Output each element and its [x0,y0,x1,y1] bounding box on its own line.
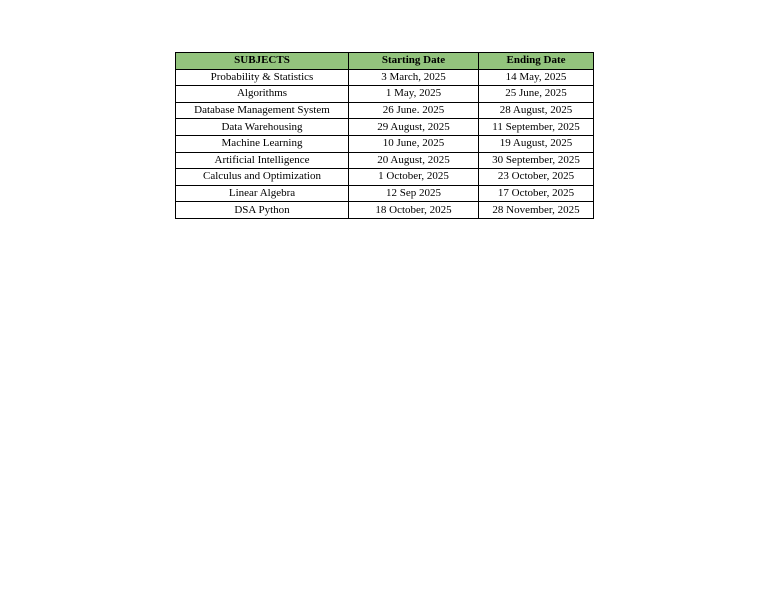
subjects-schedule-table [175,52,594,219]
table-row [176,152,594,169]
header-ending-date: Ending Date [479,53,594,70]
subject-cell: Database Management System [176,102,349,119]
table-row [176,86,594,103]
ending-date-cell: 23 October, 2025 [479,169,594,186]
table-row [176,102,594,119]
starting-date-cell: 1 May, 2025 [349,86,479,103]
starting-date-cell: 12 Sep 2025 [349,185,479,202]
ending-date-cell: 28 August, 2025 [479,102,594,119]
ending-date-cell: 25 June, 2025 [479,86,594,103]
starting-date-cell: 3 March, 2025 [349,69,479,86]
header-subjects: SUBJECTS [176,53,349,70]
ending-date-cell: 28 November, 2025 [479,202,594,219]
table-row [176,185,594,202]
ending-date-cell: 17 October, 2025 [479,185,594,202]
subject-cell: Probability & Statistics [176,69,349,86]
subject-cell: Algorithms [176,86,349,103]
header-starting-date: Starting Date [349,53,479,70]
subject-cell: DSA Python [176,202,349,219]
starting-date-cell: 26 June. 2025 [349,102,479,119]
starting-date-cell: 20 August, 2025 [349,152,479,169]
ending-date-cell: 19 August, 2025 [479,135,594,152]
ending-date-cell: 30 September, 2025 [479,152,594,169]
ending-date-cell: 11 September, 2025 [479,119,594,136]
subject-cell: Data Warehousing [176,119,349,136]
header-row [176,53,594,70]
subject-cell: Artificial Intelligence [176,152,349,169]
starting-date-cell: 18 October, 2025 [349,202,479,219]
subject-cell: Calculus and Optimization [176,169,349,186]
starting-date-cell: 1 October, 2025 [349,169,479,186]
starting-date-cell: 10 June, 2025 [349,135,479,152]
table-row [176,69,594,86]
table-row [176,135,594,152]
starting-date-cell: 29 August, 2025 [349,119,479,136]
table-row [176,169,594,186]
subject-cell: Machine Learning [176,135,349,152]
table-row [176,202,594,219]
ending-date-cell: 14 May, 2025 [479,69,594,86]
table-row [176,119,594,136]
subject-cell: Linear Algebra [176,185,349,202]
